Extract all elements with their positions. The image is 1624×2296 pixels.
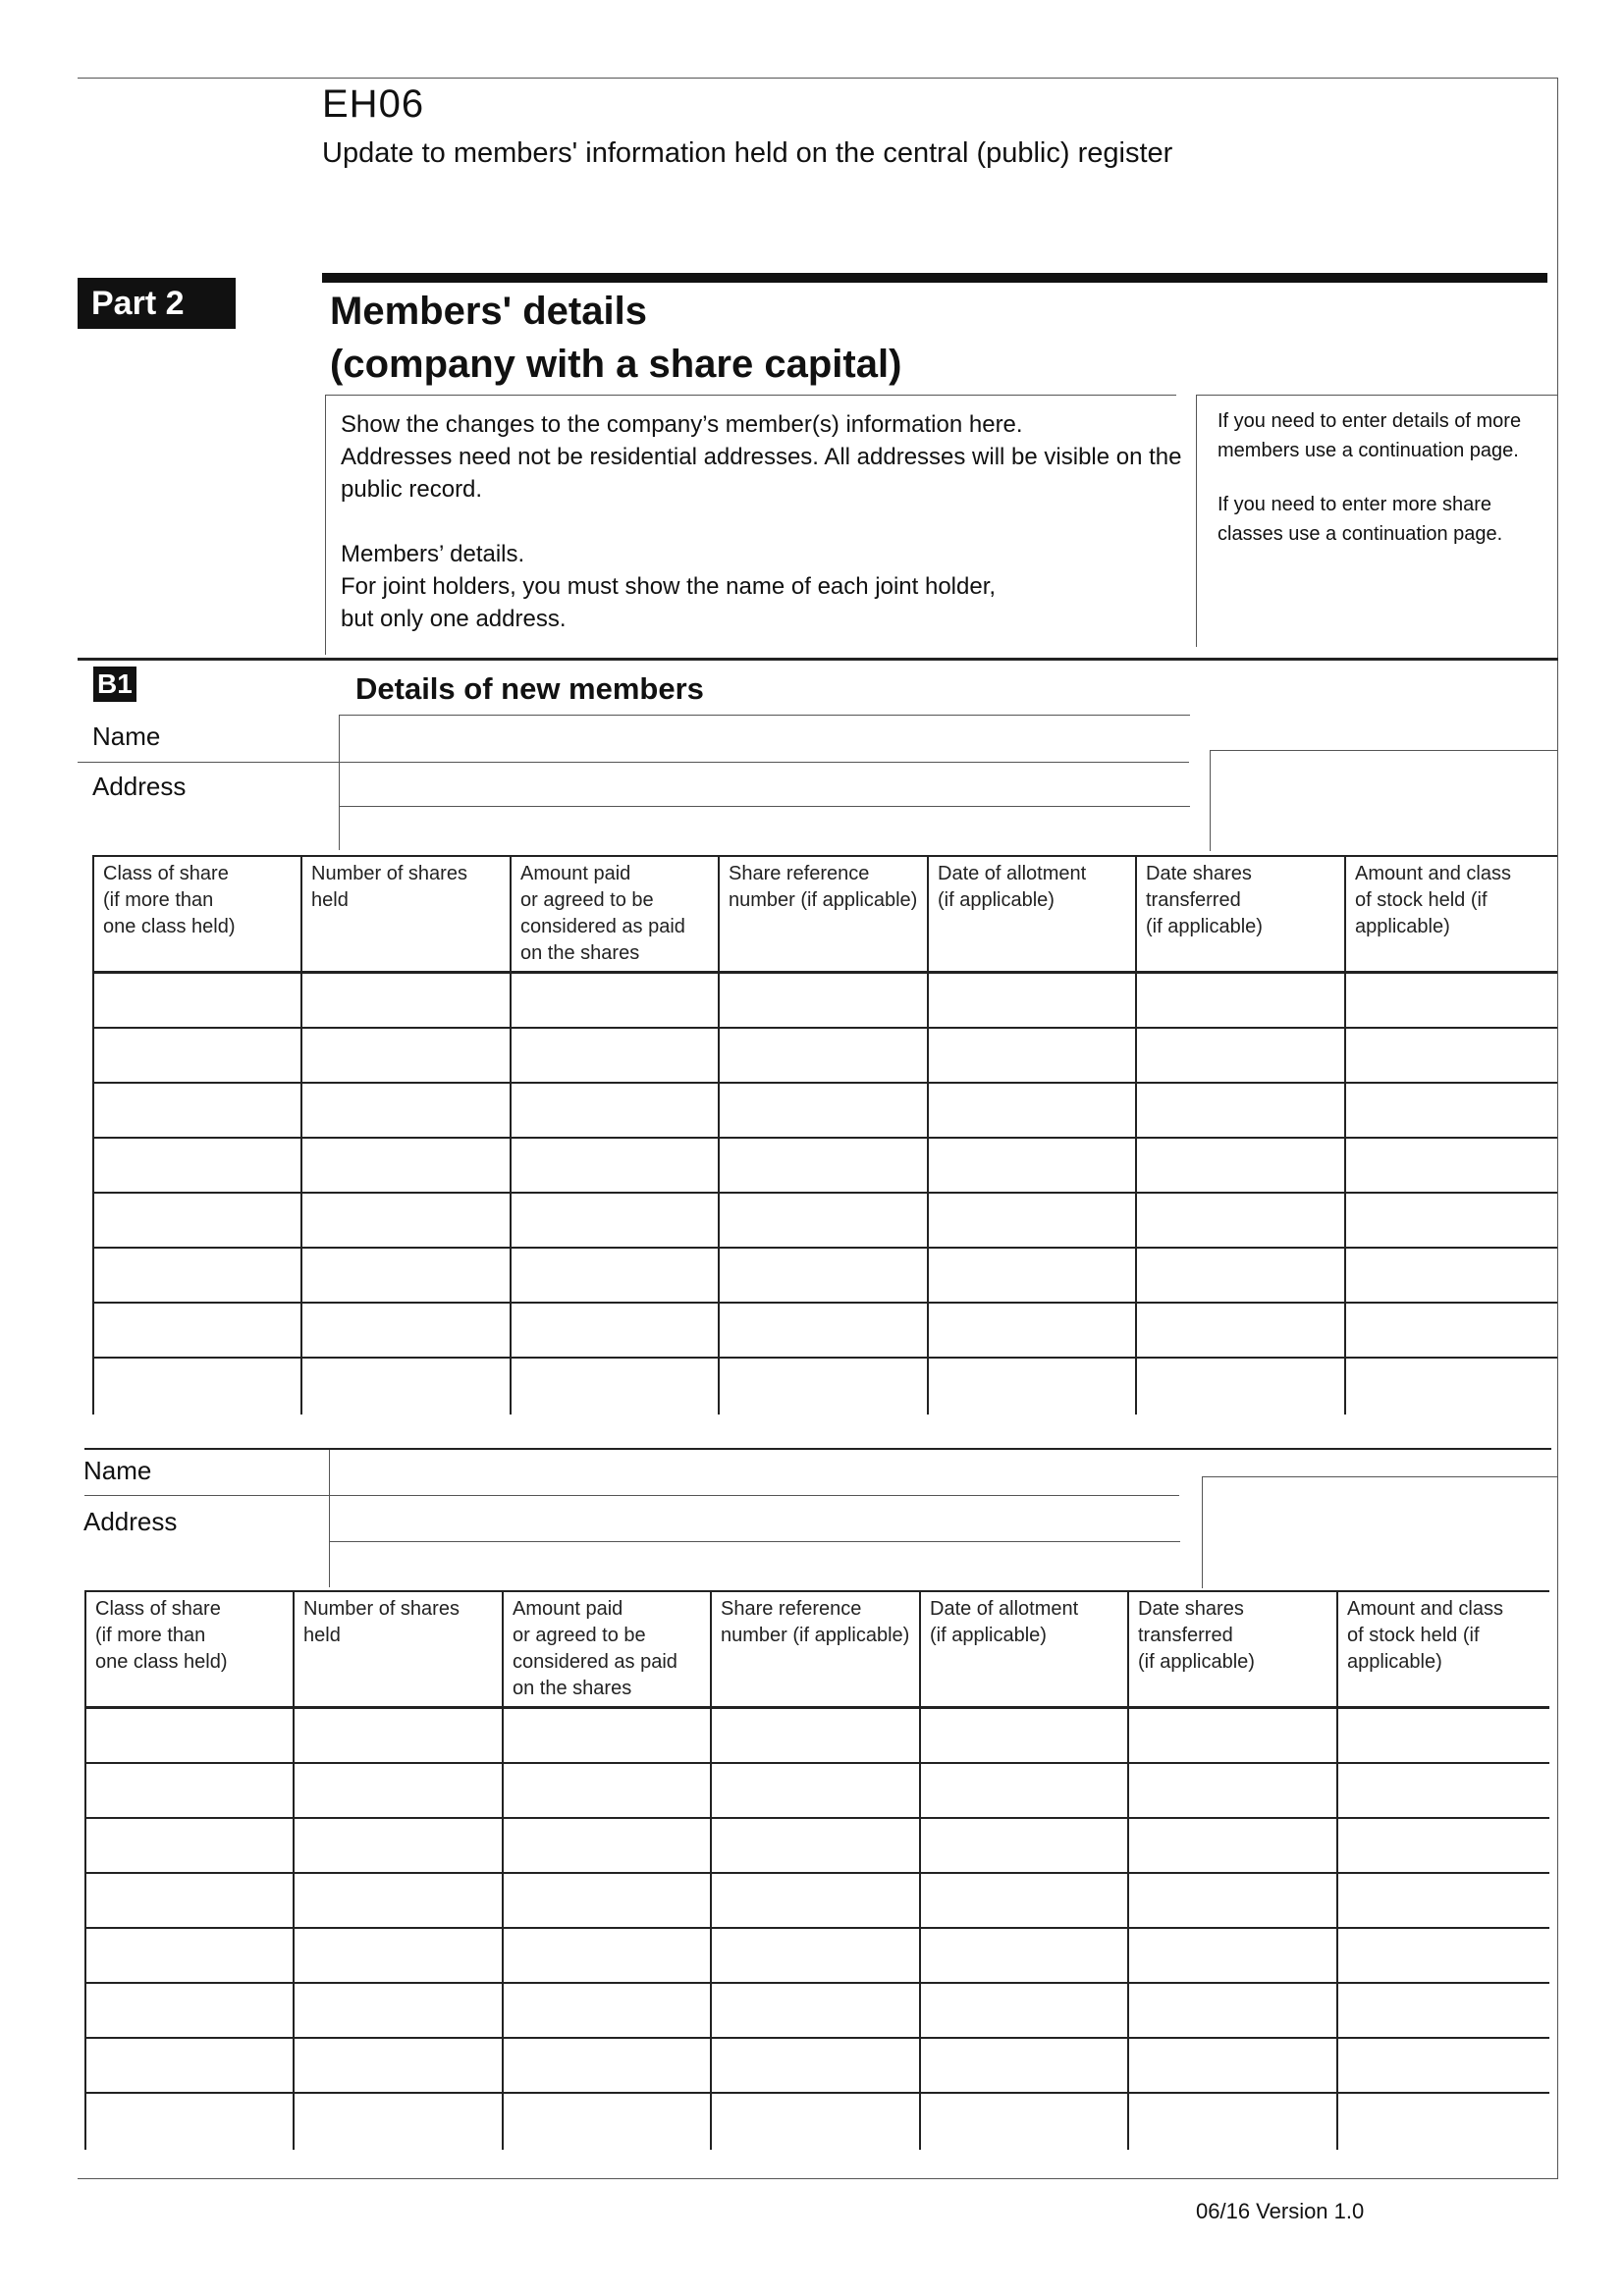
table-1-header-bottom xyxy=(92,971,1557,974)
column-header-line: Date of allotment xyxy=(938,863,1087,884)
table-1-header-number-of-shares xyxy=(311,861,467,914)
page-right-border xyxy=(1557,78,1558,2178)
table-2-top xyxy=(84,1590,1549,1592)
table-2-col-5 xyxy=(1127,1590,1129,2150)
column-header-line: Amount paid xyxy=(513,1598,623,1620)
page-bottom-border xyxy=(78,2178,1558,2179)
table-1-row-3 xyxy=(92,1137,1557,1139)
column-header-line: Amount and class xyxy=(1347,1598,1503,1620)
table-2-row-6 xyxy=(84,2037,1549,2039)
table-2-header-date-shares-transferred xyxy=(1138,1596,1255,1676)
table-1-header-date-shares-transferred xyxy=(1146,861,1263,940)
column-header-line: number (if applicable) xyxy=(721,1625,910,1646)
table-2-header-amount-and-class xyxy=(1347,1596,1503,1676)
column-header-line: Class of share xyxy=(103,863,229,884)
postcode-field-2[interactable] xyxy=(1202,1476,1558,1588)
table-2-col-6 xyxy=(1336,1590,1338,2150)
page-top-border xyxy=(78,78,1558,79)
table-1-col-3 xyxy=(718,855,720,1415)
side-note-top xyxy=(1196,395,1557,396)
table-1-top xyxy=(92,855,1557,857)
column-header-line: transferred xyxy=(1146,889,1241,911)
intro-line-3: public record. xyxy=(341,476,483,503)
side-note-left xyxy=(1196,395,1197,647)
intro-box-top xyxy=(325,395,1176,396)
column-header-line: held xyxy=(303,1625,341,1646)
intro-line-4: Members’ details. xyxy=(341,541,525,567)
column-header-line: one class held) xyxy=(95,1651,228,1673)
column-header-line: applicable) xyxy=(1347,1651,1442,1673)
table-2-col-3 xyxy=(710,1590,712,2150)
address-field-1-line2[interactable] xyxy=(339,807,1190,850)
column-header-line: of stock held (if xyxy=(1347,1625,1480,1646)
table-2-row-1 xyxy=(84,1762,1549,1764)
name-label-1: Name xyxy=(92,721,161,751)
table-2-header-date-of-allotment xyxy=(930,1596,1078,1649)
name-label-2: Name xyxy=(83,1456,152,1485)
column-header-line: (if more than xyxy=(95,1625,206,1646)
address-field-1-line1[interactable] xyxy=(339,762,1190,807)
address-field-2-line1[interactable] xyxy=(329,1495,1180,1542)
table-1-col-6 xyxy=(1344,855,1346,1415)
column-header-line: held xyxy=(311,889,349,911)
table-2-row-7 xyxy=(84,2092,1549,2094)
column-header-line: Date of allotment xyxy=(930,1598,1079,1620)
column-header-line: on the shares xyxy=(520,942,640,964)
table-2-col-2 xyxy=(502,1590,504,2150)
column-header-line: Number of shares xyxy=(311,863,467,884)
form-code: EH06 xyxy=(322,82,425,126)
table-2-col-4 xyxy=(919,1590,921,2150)
column-header-line: or agreed to be xyxy=(513,1625,646,1646)
side-note-1-line-2: members use a continuation page. xyxy=(1218,440,1519,461)
column-header-line: (if applicable) xyxy=(930,1625,1047,1646)
column-header-line: Share reference xyxy=(729,863,870,884)
table-1-row-4 xyxy=(92,1192,1557,1194)
column-header-line: (if applicable) xyxy=(938,889,1055,911)
table-1-header-amount-paid xyxy=(520,861,685,967)
table-1-header-class-of-share xyxy=(103,861,236,940)
section-rule xyxy=(78,658,1558,661)
table-2-row-2 xyxy=(84,1817,1549,1819)
column-header-line: Date shares xyxy=(1138,1598,1244,1620)
intro-box-left xyxy=(325,395,326,655)
name-field-2[interactable] xyxy=(329,1450,1180,1495)
part-title xyxy=(330,285,901,391)
column-header-line: on the shares xyxy=(513,1678,632,1699)
table-1-col-4 xyxy=(927,855,929,1415)
column-header-line: (if applicable) xyxy=(1146,916,1263,937)
postcode-field-1[interactable] xyxy=(1210,750,1558,851)
column-header-line: considered as paid xyxy=(513,1651,677,1673)
section-title: Details of new members xyxy=(355,671,704,706)
table-2-row-5 xyxy=(84,1982,1549,1984)
side-note-1-line-1: If you need to enter details of more xyxy=(1218,410,1522,432)
table-1-col-0 xyxy=(92,855,94,1415)
side-note xyxy=(1218,406,1521,549)
table-1-header-date-of-allotment xyxy=(938,861,1086,914)
table-1-row-2 xyxy=(92,1082,1557,1084)
column-header-line: Share reference xyxy=(721,1598,862,1620)
table-1-col-1 xyxy=(300,855,302,1415)
part-label: Part 2 xyxy=(78,278,236,329)
table-2-header-amount-paid xyxy=(513,1596,677,1702)
side-note-2-line-2: classes use a continuation page. xyxy=(1218,523,1503,545)
column-header-line: Date shares xyxy=(1146,863,1252,884)
column-header-line: considered as paid xyxy=(520,916,685,937)
table-2-header-class-of-share xyxy=(95,1596,228,1676)
address-label-2: Address xyxy=(83,1507,178,1536)
intro-line-6: but only one address. xyxy=(341,606,567,632)
column-header-line: (if applicable) xyxy=(1138,1651,1255,1673)
version-label: 06/16 Version 1.0 xyxy=(1196,2199,1365,2223)
form-subtitle: Update to members' information held on the central (public) register xyxy=(322,137,1173,169)
address-field-2-line2[interactable] xyxy=(329,1542,1180,1587)
table-2-header-share-reference xyxy=(721,1596,909,1649)
intro-line-2: Addresses need not be residential addresses. All addresses will be visible on the xyxy=(341,444,1182,470)
column-header-line: transferred xyxy=(1138,1625,1233,1646)
table-1-col-5 xyxy=(1135,855,1137,1415)
table-1-row-7 xyxy=(92,1357,1557,1359)
part-rule xyxy=(322,273,1547,283)
section-label: B1 xyxy=(93,667,136,702)
column-header-line: Amount paid xyxy=(520,863,631,884)
table-2-col-1 xyxy=(293,1590,295,2150)
column-header-line: one class held) xyxy=(103,916,236,937)
column-header-line: number (if applicable) xyxy=(729,889,918,911)
column-header-line: (if more than xyxy=(103,889,214,911)
side-note-2-line-1: If you need to enter more share xyxy=(1218,494,1492,515)
part-title-line2: (company with a share capital) xyxy=(330,343,902,386)
table-1-row-6 xyxy=(92,1302,1557,1304)
table-1-col-2 xyxy=(510,855,512,1415)
column-header-line: of stock held (if xyxy=(1355,889,1488,911)
table-2-row-4 xyxy=(84,1927,1549,1929)
part-title-line1: Members' details xyxy=(330,290,647,333)
column-header-line: Number of shares xyxy=(303,1598,460,1620)
column-header-line: Amount and class xyxy=(1355,863,1511,884)
table-1-header-amount-and-class xyxy=(1355,861,1511,940)
table-2-col-0 xyxy=(84,1590,86,2150)
table-2-header-bottom xyxy=(84,1706,1549,1709)
intro-line-1: Show the changes to the company’s member(s) information here. xyxy=(341,411,1023,438)
table-1-row-5 xyxy=(92,1247,1557,1249)
column-header-line: or agreed to be xyxy=(520,889,654,911)
table-2-header-number-of-shares xyxy=(303,1596,460,1649)
table-1-header-share-reference xyxy=(729,861,917,914)
table-1-row-1 xyxy=(92,1027,1557,1029)
intro-text xyxy=(341,408,1182,635)
intro-line-5: For joint holders, you must show the name of each joint holder, xyxy=(341,573,997,600)
column-header-line: Class of share xyxy=(95,1598,221,1620)
name-field-1[interactable] xyxy=(339,715,1190,763)
column-header-line: applicable) xyxy=(1355,916,1450,937)
table-2-row-3 xyxy=(84,1872,1549,1874)
address-label-1: Address xyxy=(92,772,187,801)
